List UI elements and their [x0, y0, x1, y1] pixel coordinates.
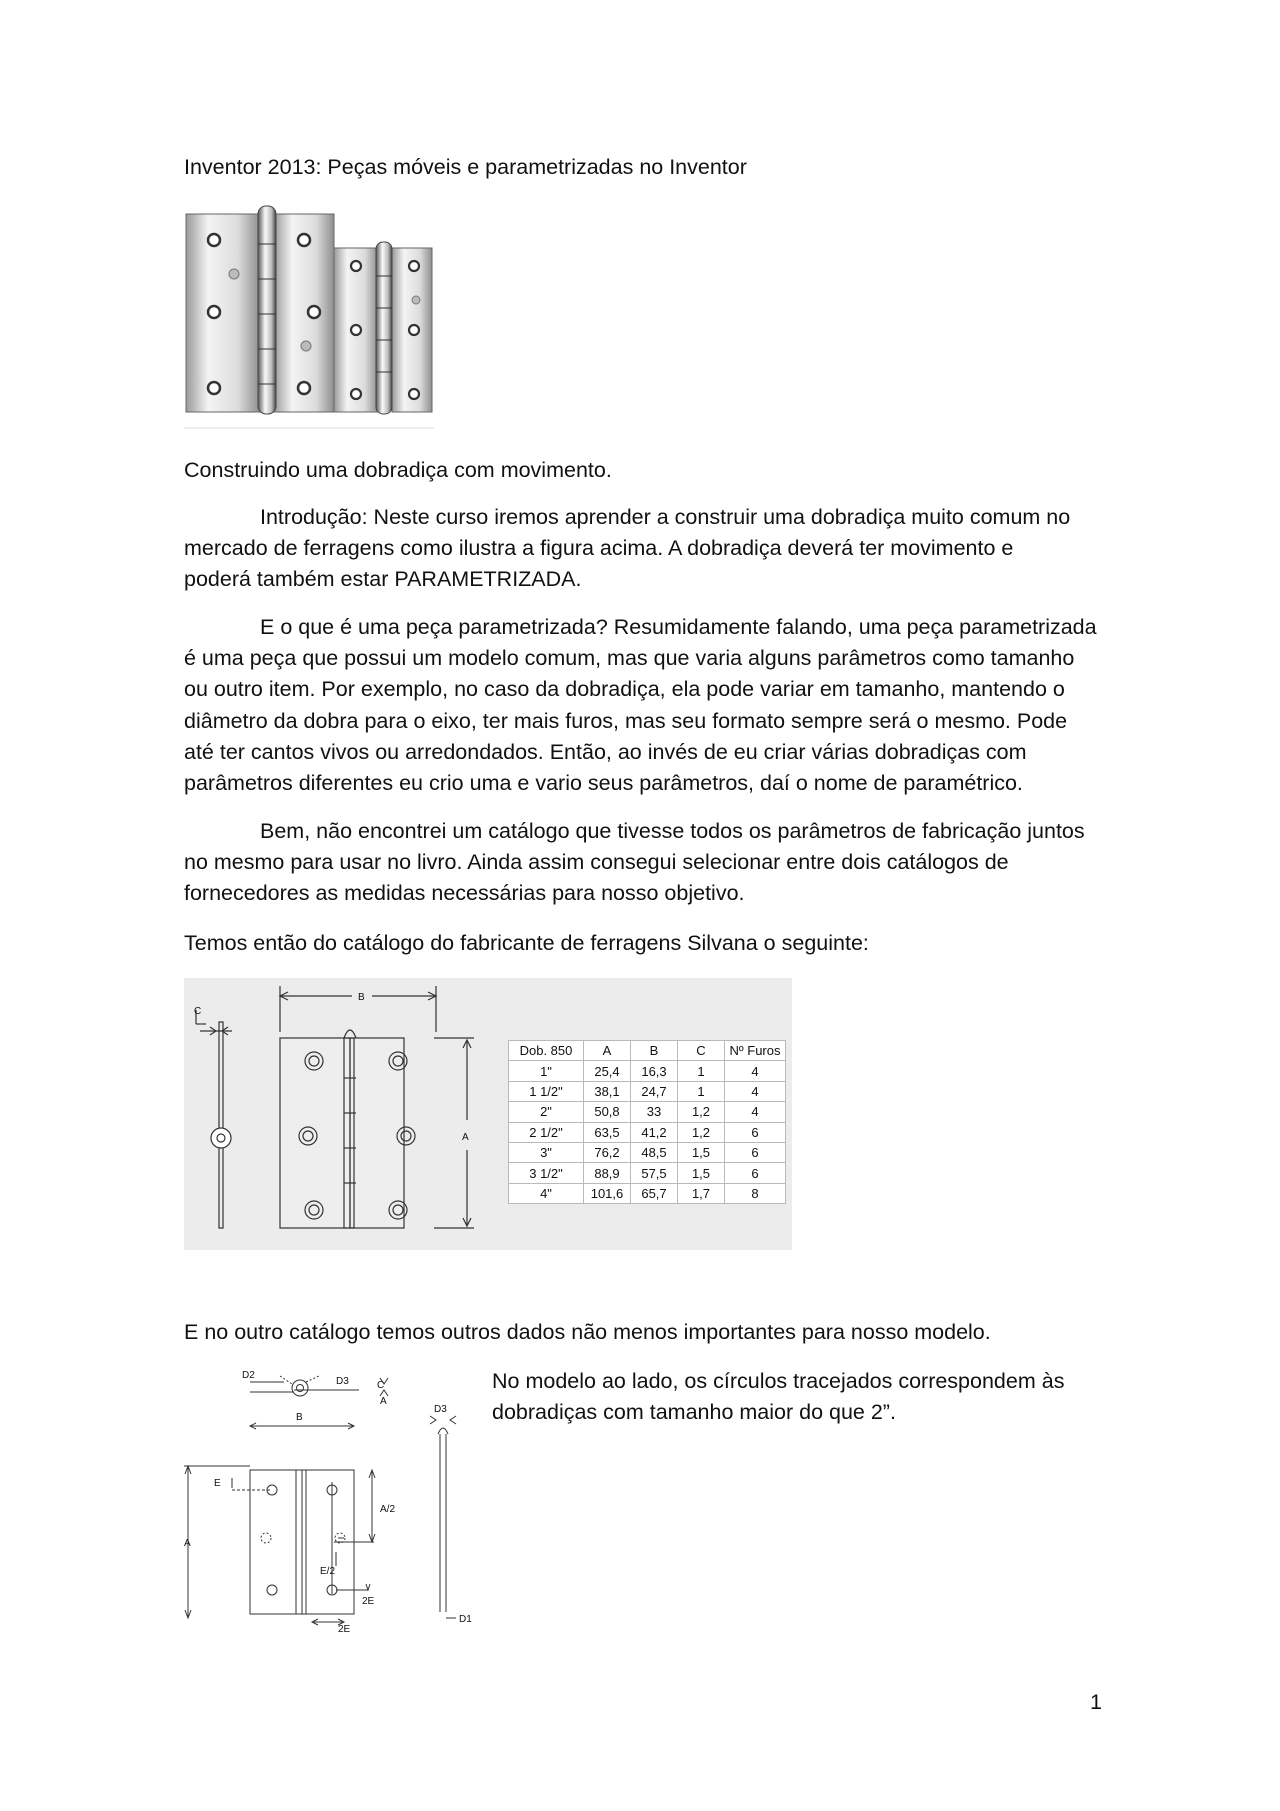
label-a: A [184, 1538, 191, 1549]
table-cell: 1,7 [678, 1183, 725, 1203]
table-row [509, 1142, 786, 1162]
label-a-half: A/2 [380, 1504, 396, 1515]
other-catalog-text: E no outro catálogo temos outros dados não menos importantes para nosso modelo. [184, 1320, 991, 1344]
table-cell: 1 [678, 1081, 725, 1101]
table-cell: 1,5 [678, 1142, 725, 1162]
table-row [509, 1061, 786, 1081]
paragraph-line: fornecedores as medidas necessárias para nosso objetivo. [184, 881, 745, 906]
label-c: C [377, 1380, 385, 1391]
paragraph-line: Introdução: Neste curso iremos aprender a construir uma dobradiça muito comum no [260, 505, 1071, 529]
table-cell: 41,2 [631, 1122, 678, 1142]
paragraph-line: no mesmo para usar no livro. Ainda assim consegui selecionar entre dois catálogos de [184, 850, 1009, 875]
page-number: 1 [1090, 1690, 1102, 1714]
table-cell: 1 1/2" [509, 1081, 584, 1101]
paragraph-line: poderá também estar PARAMETRIZADA. [184, 567, 582, 592]
paragraph-catalog [184, 816, 1104, 910]
label-a-small: A [380, 1396, 387, 1407]
dimension-a-label: A [462, 1132, 469, 1143]
table-cell: 16,3 [631, 1061, 678, 1081]
table-cell: 4" [509, 1183, 584, 1203]
hinge-photo [184, 204, 434, 430]
table-cell: 6 [725, 1163, 786, 1183]
table-cell: 63,5 [584, 1122, 631, 1142]
label-b: B [296, 1412, 303, 1423]
dimension-c-label: C [194, 1006, 202, 1017]
table-cell: 3 1/2" [509, 1163, 584, 1183]
label-2e-horizontal: 2E [338, 1624, 351, 1632]
table-cell: 88,9 [584, 1163, 631, 1183]
table-cell: 6 [725, 1142, 786, 1162]
paragraph-line: E o que é uma peça parametrizada? Resumidamente falando, uma peça parametrizada [260, 615, 1097, 639]
label-d3-side: D3 [434, 1404, 447, 1415]
table-row [509, 1183, 786, 1203]
table-row [509, 1081, 786, 1101]
table-cell: 76,2 [584, 1142, 631, 1162]
table-header-row [509, 1041, 786, 1061]
table-header-cell: C [678, 1041, 725, 1061]
table-cell: 48,5 [631, 1142, 678, 1162]
label-d1: D1 [459, 1614, 472, 1625]
table-cell: 25,4 [584, 1061, 631, 1081]
table-header-cell: Nº Furos [725, 1041, 786, 1061]
hinge-dimensions-table [508, 1040, 786, 1204]
paragraph-line: é uma peça que possui um modelo comum, mas que varia alguns parâmetros como tamanho [184, 646, 1075, 671]
table-cell: 2 1/2" [509, 1122, 584, 1142]
table-row [509, 1102, 786, 1122]
table-cell: 57,5 [631, 1163, 678, 1183]
table-cell: 4 [725, 1061, 786, 1081]
label-e: E [214, 1478, 221, 1489]
dimension-b-label: B [358, 992, 365, 1003]
table-cell: 4 [725, 1102, 786, 1122]
paragraph-introduction [184, 502, 1104, 596]
table-cell: 33 [631, 1102, 678, 1122]
table-cell: 8 [725, 1183, 786, 1203]
paragraph-line: ou outro item. Por exemplo, no caso da dobradiça, ela pode variar em tamanho, mantendo o [184, 677, 1065, 702]
technical-drawing-figure [184, 1362, 484, 1632]
table-cell: 1,2 [678, 1122, 725, 1142]
paragraph-line: Bem, não encontrei um catálogo que tivesse todos os parâmetros de fabricação juntos [260, 819, 1085, 843]
table-row [509, 1163, 786, 1183]
paragraph-line: parâmetros diferentes eu crio uma e vario seus parâmetros, daí o nome de paramétrico. [184, 771, 1023, 796]
paragraph-line: mercado de ferragens como ilustra a figura acima. A dobradiça deverá ter movimento e [184, 536, 1014, 561]
table-cell: 50,8 [584, 1102, 631, 1122]
label-2e-vertical: 2E [362, 1596, 375, 1607]
table-cell: 1,5 [678, 1163, 725, 1183]
section-heading: Construindo uma dobradiça com movimento. [184, 458, 612, 482]
table-cell: 65,7 [631, 1183, 678, 1203]
paragraph-line: até ter cantos vivos ou arredondados. Então, ao invés de eu criar várias dobradiças com [184, 739, 1027, 764]
table-header-cell: Dob. 850 [509, 1041, 584, 1061]
table-cell: 1" [509, 1061, 584, 1081]
side-note-line: No modelo ao lado, os círculos tracejados correspondem às [492, 1369, 1065, 1393]
side-note [492, 1366, 1064, 1428]
label-e-half: E/2 [320, 1566, 336, 1577]
table-row [509, 1122, 786, 1142]
table-cell: 1 [678, 1061, 725, 1081]
table-cell: 24,7 [631, 1081, 678, 1101]
table-cell: 101,6 [584, 1183, 631, 1203]
side-note-line: dobradiças com tamanho maior do que 2”. [492, 1400, 896, 1424]
table-cell: 4 [725, 1081, 786, 1101]
paragraph-line: diâmetro da dobra para o eixo, ter mais furos, mas seu formato sempre será o mesmo. Pode [184, 708, 1068, 733]
table-header-cell: B [631, 1041, 678, 1061]
catalog-intro: Temos então do catálogo do fabricante de ferragens Silvana o seguinte: [184, 931, 869, 955]
table-cell: 1,2 [678, 1102, 725, 1122]
table-cell: 6 [725, 1122, 786, 1142]
table-cell: 38,1 [584, 1081, 631, 1101]
table-cell: 2" [509, 1102, 584, 1122]
label-d3: D3 [336, 1376, 349, 1387]
label-d2: D2 [242, 1370, 255, 1381]
paragraph-definition [184, 612, 1104, 799]
table-header-cell: A [584, 1041, 631, 1061]
table-cell: 3" [509, 1142, 584, 1162]
document-title: Inventor 2013: Peças móveis e parametrizadas no Inventor [184, 155, 747, 179]
